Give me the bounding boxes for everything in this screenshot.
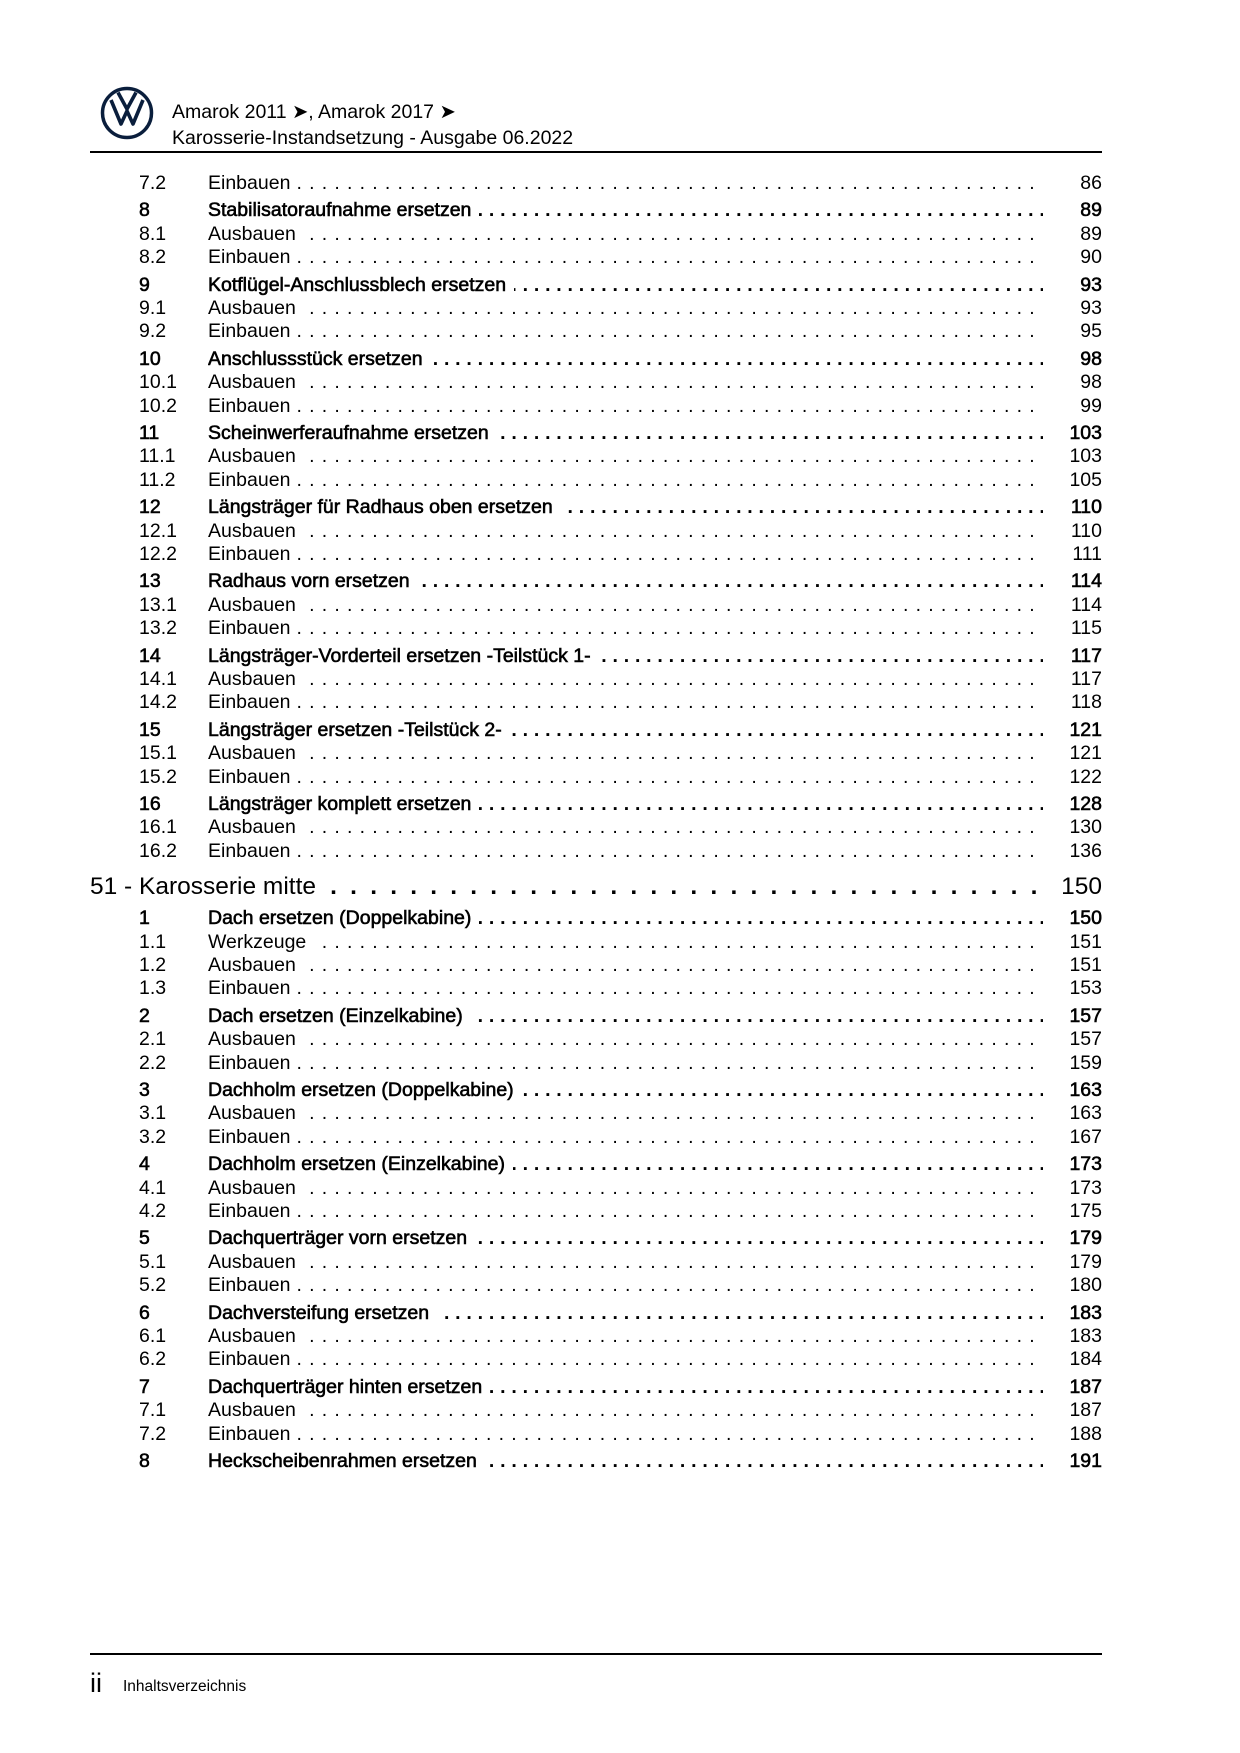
toc-entry-page: 115 — [1070, 617, 1102, 640]
toc-entry-number: 2.2 — [139, 1051, 167, 1074]
toc-subsection-row[interactable] — [0, 243, 1240, 269]
toc-section-row[interactable] — [0, 1224, 1240, 1250]
toc-subsection-row[interactable] — [0, 442, 1240, 468]
toc-subsection-row[interactable] — [0, 614, 1240, 640]
toc-entry-number: 4 — [139, 1153, 150, 1176]
toc-subsection-row[interactable] — [0, 928, 1240, 954]
toc-entry-title — [208, 1399, 1043, 1421]
toc-entry-page: 89 — [1080, 199, 1102, 222]
toc-entry-page: 187 — [1069, 1375, 1102, 1398]
toc-entry-title-text: Einbauen — [208, 1200, 298, 1222]
toc-entry-title-text: Längsträger für Radhaus oben ersetzen — [208, 496, 561, 518]
toc-entry-number: 6 — [139, 1301, 150, 1324]
toc-entry-title — [208, 543, 1043, 565]
toc-entry-number: 14.2 — [139, 691, 177, 714]
toc-entry-title — [208, 320, 1043, 342]
toc-entry-number: 8 — [139, 1450, 150, 1472]
toc-entry-page: 95 — [1080, 320, 1102, 343]
toc-entry-title — [208, 496, 1043, 518]
toc-entry-number: 1.1 — [139, 930, 167, 953]
toc-entry-title — [208, 719, 1043, 741]
toc-entry-title — [208, 348, 1043, 370]
toc-entry-title — [208, 1348, 1043, 1370]
toc-entry-title — [208, 742, 1043, 764]
page-number: ii — [90, 1668, 102, 1698]
toc-entry-title — [208, 1251, 1043, 1273]
toc-entry-title-text: Dachholm ersetzen (Einzelkabine) — [208, 1153, 513, 1175]
toc-entry-title — [208, 1126, 1043, 1148]
toc-subsection-row[interactable] — [0, 813, 1240, 839]
toc-subsection-row[interactable] — [0, 837, 1240, 863]
toc-subsection-row[interactable] — [0, 368, 1240, 394]
toc-subsection-row[interactable] — [0, 591, 1240, 617]
toc-section-row[interactable] — [0, 1373, 1240, 1399]
toc-entry-title-text: Einbauen — [208, 246, 298, 268]
toc-entry-number: 11 — [139, 422, 160, 444]
toc-entry-title-text: Radhaus vorn ersetzen — [208, 570, 418, 592]
toc-entry-page: 103 — [1069, 445, 1102, 468]
toc-entry-number: 16 — [139, 793, 161, 815]
toc-entry-title — [208, 422, 1043, 444]
toc-entry-title — [208, 668, 1043, 690]
toc-entry-number: 1.3 — [139, 977, 167, 1000]
toc-entry-title-text: Scheinwerferaufnahme ersetzen — [208, 422, 497, 444]
toc-section-row[interactable] — [0, 642, 1240, 668]
toc-entry-page: 150 — [1061, 873, 1102, 901]
toc-entry-page: 103 — [1069, 422, 1102, 444]
toc-entry-title-text: Einbauen — [208, 766, 298, 788]
toc-entry-page: 93 — [1080, 297, 1102, 319]
toc-entry-title — [208, 907, 1043, 929]
toc-entry-title — [208, 469, 1043, 491]
toc-entry-title-text: Stabilisatoraufnahme ersetzen — [208, 199, 479, 221]
toc-subsection-row[interactable] — [0, 688, 1240, 714]
toc-entry-title — [208, 1005, 1043, 1027]
toc-entry-page: 128 — [1069, 793, 1102, 815]
toc-entry-number: 11.2 — [139, 468, 176, 491]
toc-entry-title-text: Längsträger-Vorderteil ersetzen -Teilstück 1- — [208, 645, 599, 667]
toc-entry-page: 153 — [1069, 977, 1102, 1000]
toc-entry-title-text: Dachquerträger vorn ersetzen — [208, 1227, 475, 1249]
toc-entry-number: 10 — [139, 347, 161, 370]
toc-entry-page: 111 — [1072, 543, 1102, 565]
toc-entry-page: 151 — [1069, 954, 1102, 976]
toc-entry-number: 9.2 — [139, 320, 167, 343]
toc-entry-title — [208, 617, 1043, 639]
toc-entry-title-text: Ausbauen — [208, 742, 304, 764]
toc-entry-title-text: Dachholm ersetzen (Doppelkabine) — [208, 1079, 522, 1101]
toc-entry-page: 191 — [1069, 1450, 1102, 1472]
toc-entry-title — [208, 199, 1043, 221]
toc-entry-title-text: Ausbauen — [208, 520, 304, 542]
toc-section-row[interactable] — [0, 1076, 1240, 1102]
toc-section-row[interactable] — [0, 271, 1240, 297]
toc-entry-title — [208, 954, 1043, 976]
toc-entry-title-text: 51 - Karosserie mitte — [90, 873, 324, 900]
toc-entry-title-text: Ausbauen — [208, 1028, 304, 1050]
toc-subsection-row[interactable] — [0, 974, 1240, 1000]
toc-entry-number: 10.2 — [139, 394, 177, 417]
toc-entry-page: 163 — [1069, 1102, 1102, 1125]
toc-entry-title — [208, 246, 1043, 268]
toc-entry-page: 183 — [1069, 1325, 1102, 1347]
toc-entry-title-text: Ausbauen — [208, 1251, 304, 1273]
toc-entry-title-text: Ausbauen — [208, 297, 304, 319]
toc-section-row[interactable] — [0, 904, 1240, 930]
toc-subsection-row[interactable] — [0, 1322, 1240, 1348]
toc-entry-page: 175 — [1069, 1200, 1102, 1222]
toc-entry-page: 180 — [1069, 1274, 1102, 1297]
toc-entry-title — [208, 520, 1043, 542]
toc-entry-page: 118 — [1070, 691, 1102, 714]
toc-entry-title — [208, 1200, 1043, 1222]
toc-entry-page: 90 — [1080, 246, 1102, 269]
toc-entry-number: 8.1 — [139, 222, 167, 245]
toc-entry-page: 117 — [1070, 668, 1102, 690]
toc-entry-page: 151 — [1069, 930, 1102, 953]
toc-entry-number: 14.1 — [139, 668, 177, 690]
toc-entry-number: 4.2 — [139, 1200, 167, 1222]
toc-entry-title-text: Werkzeuge — [208, 931, 314, 953]
toc-entry-title-text: Längsträger komplett ersetzen — [208, 793, 479, 815]
toc-entry-title — [208, 645, 1043, 667]
toc-entry-title-text: Ausbauen — [208, 816, 304, 838]
toc-entry-title-text: Ausbauen — [208, 1102, 304, 1124]
toc-entry-number: 15.1 — [139, 742, 177, 765]
toc-entry-number: 14 — [139, 644, 161, 667]
toc-subsection-row[interactable] — [0, 317, 1240, 343]
toc-entry-number: 13.2 — [139, 617, 177, 640]
toc-entry-title — [208, 1153, 1043, 1175]
toc-entry-number: 6.1 — [139, 1325, 167, 1347]
toc-entry-title-text: Anschlussstück ersetzen — [208, 348, 431, 370]
toc-entry-page: 122 — [1069, 765, 1102, 788]
vw-logo-icon — [100, 86, 154, 140]
toc-subsection-row[interactable] — [0, 1197, 1240, 1223]
toc-entry-number: 8 — [139, 199, 150, 222]
toc-entry-page: 99 — [1080, 394, 1102, 417]
toc-entry-page: 179 — [1069, 1250, 1102, 1273]
toc-subsection-row[interactable] — [0, 1345, 1240, 1371]
toc-entry-title-text: Ausbauen — [208, 445, 304, 467]
toc-entry-title-text: Dach ersetzen (Doppelkabine) — [208, 907, 479, 929]
toc-section-row[interactable] — [0, 493, 1240, 519]
toc-entry-title-text: Ausbauen — [208, 223, 304, 245]
toc-entry-title — [208, 172, 1043, 194]
toc-entry-title — [208, 1450, 1043, 1472]
toc-entry-number: 15 — [139, 718, 161, 741]
toc-section-row[interactable] — [0, 1150, 1240, 1176]
toc-subsection-row[interactable] — [0, 951, 1240, 977]
toc-entry-title — [208, 840, 1043, 862]
toc-entry-title-text: Ausbauen — [208, 371, 304, 393]
toc-entry-title-text: Heckscheibenrahmen ersetzen — [208, 1450, 485, 1472]
toc-entry-title — [208, 223, 1043, 245]
toc-entry-number: 9.1 — [139, 297, 167, 319]
toc-entry-title — [208, 1102, 1043, 1124]
toc-entry-page: 121 — [1069, 742, 1102, 765]
toc-entry-page: 163 — [1069, 1079, 1102, 1101]
toc-section-row[interactable] — [0, 567, 1240, 593]
toc-section-row[interactable] — [0, 1447, 1240, 1473]
toc-entry-page: 89 — [1080, 222, 1102, 245]
toc-entry-title-text: Dachversteifung ersetzen — [208, 1302, 437, 1324]
toc-entry-page: 183 — [1069, 1301, 1102, 1324]
toc-entry-number: 1 — [139, 907, 150, 930]
toc-entry-title-text: Ausbauen — [208, 1177, 304, 1199]
toc-entry-number: 6.2 — [139, 1348, 167, 1371]
toc-entry-number: 3 — [139, 1079, 150, 1101]
toc-entry-number: 7.1 — [139, 1399, 167, 1422]
toc-entry-page: 110 — [1070, 519, 1102, 542]
toc-entry-page: 173 — [1069, 1176, 1102, 1199]
toc-subsection-row[interactable] — [0, 1248, 1240, 1274]
toc-entry-title — [208, 1376, 1043, 1398]
toc-entry-title-text: Längsträger ersetzen -Teilstück 2- — [208, 719, 510, 741]
toc-entry-page: 184 — [1069, 1348, 1102, 1371]
toc-entry-title — [208, 570, 1043, 592]
toc-subsection-row[interactable] — [0, 540, 1240, 566]
toc-entry-title — [208, 371, 1043, 393]
toc-subsection-row[interactable] — [0, 220, 1240, 246]
toc-entry-number: 12.1 — [139, 519, 177, 542]
toc-entry-title-text: Ausbauen — [208, 1399, 304, 1421]
toc-entry-page: 110 — [1070, 496, 1102, 519]
toc-entry-title — [208, 1177, 1043, 1199]
page-header — [0, 0, 1240, 160]
toc-section-row[interactable] — [0, 419, 1240, 445]
toc-entry-page: 179 — [1069, 1227, 1102, 1250]
toc-entry-title — [208, 931, 1043, 953]
toc-entry-title — [208, 274, 1043, 296]
header-divider — [90, 151, 1102, 153]
toc-section-row[interactable] — [0, 716, 1240, 742]
toc-entry-number: 5.2 — [139, 1274, 167, 1297]
toc-entry-number: 1.2 — [139, 954, 167, 976]
toc-entry-title — [208, 594, 1043, 616]
toc-entry-title — [208, 445, 1043, 467]
toc-entry-page: 173 — [1069, 1153, 1102, 1176]
toc-subsection-row[interactable] — [0, 294, 1240, 320]
toc-entry-page: 150 — [1069, 907, 1102, 930]
toc-entry-number: 3.2 — [139, 1125, 167, 1148]
document-subtitle: Karosserie-Instandsetzung - Ausgabe 06.2022 — [172, 127, 574, 149]
toc-entry-title — [208, 1423, 1043, 1445]
toc-entry-title-text: Kotflügel-Anschlussblech ersetzen — [208, 274, 514, 296]
toc-subsection-row[interactable] — [0, 763, 1240, 789]
toc-subsection-row[interactable] — [0, 1099, 1240, 1125]
toc-entry-title — [208, 1274, 1043, 1296]
toc-entry-number: 16.2 — [139, 839, 177, 862]
toc-entry-page: 157 — [1069, 1004, 1102, 1027]
toc-entry-number: 7.2 — [139, 172, 167, 194]
toc-entry-page: 130 — [1069, 816, 1102, 839]
document-title: Amarok 2011 ➤, Amarok 2017 ➤ — [172, 101, 456, 123]
toc-entry-title — [208, 1325, 1043, 1347]
toc-entry-title-text: Ausbauen — [208, 954, 304, 976]
toc-entry-title-text: Einbauen — [208, 977, 298, 999]
toc-subsection-row[interactable] — [0, 1025, 1240, 1051]
toc-entry-title — [208, 1302, 1043, 1324]
toc-entry-page: 86 — [1080, 172, 1102, 194]
toc-entry-title-text: Einbauen — [208, 543, 298, 565]
toc-section-row[interactable] — [0, 790, 1240, 816]
toc-entry-title-text: Einbauen — [208, 691, 298, 713]
toc-entry-title — [208, 1052, 1043, 1074]
toc-entry-number: 8.2 — [139, 246, 167, 269]
toc-entry-title-text: Ausbauen — [208, 594, 304, 616]
toc-entry-page: 167 — [1069, 1125, 1102, 1148]
toc-entry-page: 93 — [1080, 273, 1102, 296]
toc-entry-title-text: Einbauen — [208, 840, 298, 862]
toc-subsection-row[interactable] — [0, 1271, 1240, 1297]
toc-subsection-row[interactable] — [0, 665, 1240, 691]
toc-entry-title-text: Einbauen — [208, 469, 298, 491]
toc-entry-number: 2.1 — [139, 1028, 167, 1051]
footer-section-label: Inhaltsverzeichnis — [123, 1678, 247, 1695]
toc-entry-page: 114 — [1070, 593, 1102, 616]
toc-entry-number: 5.1 — [139, 1250, 167, 1273]
toc-entry-number: 4.1 — [139, 1176, 167, 1199]
toc-entry-page: 98 — [1080, 371, 1102, 394]
toc-subsection-row[interactable] — [0, 1420, 1240, 1446]
toc-entry-title-text: Einbauen — [208, 1274, 298, 1296]
toc-entry-title — [208, 1028, 1043, 1050]
toc-entry-page: 121 — [1069, 718, 1102, 741]
toc-entry-number: 13.1 — [139, 593, 177, 616]
toc-entry-number: 10.1 — [139, 371, 177, 394]
toc-subsection-row[interactable] — [0, 1049, 1240, 1075]
toc-subsection-row[interactable] — [0, 517, 1240, 543]
toc-entry-title-text: Einbauen — [208, 172, 298, 194]
toc-section-row[interactable] — [0, 345, 1240, 371]
toc-entry-title-text: Einbauen — [208, 1348, 298, 1370]
toc-entry-title — [90, 872, 1043, 902]
toc-entry-title — [208, 691, 1043, 713]
toc-entry-page: 98 — [1080, 347, 1102, 370]
toc-subsection-row[interactable] — [0, 1396, 1240, 1422]
toc-entry-page: 136 — [1069, 839, 1102, 862]
toc-entry-page: 159 — [1069, 1051, 1102, 1074]
toc-entry-number: 7.2 — [139, 1422, 167, 1445]
toc-entry-title — [208, 793, 1043, 815]
toc-entry-page: 157 — [1069, 1028, 1102, 1051]
toc-entry-title-text: Ausbauen — [208, 668, 304, 690]
toc-entry-title-text: Einbauen — [208, 1423, 298, 1445]
toc-entry-page: 117 — [1070, 644, 1102, 667]
toc-entry-number: 12.2 — [139, 543, 177, 565]
toc-entry-title-text: Einbauen — [208, 395, 298, 417]
toc-entry-page: 114 — [1070, 570, 1102, 593]
toc-subsection-row[interactable] — [0, 1123, 1240, 1149]
toc-entry-title — [208, 766, 1043, 788]
toc-section-row[interactable] — [0, 1002, 1240, 1028]
toc-entry-number: 3.1 — [139, 1102, 167, 1125]
toc-entry-number: 13 — [139, 570, 161, 593]
toc-entry-number: 16.1 — [139, 816, 177, 839]
toc-entry-number: 9 — [139, 273, 150, 296]
toc-entry-title-text: Einbauen — [208, 1126, 298, 1148]
toc-entry-title — [208, 1227, 1043, 1249]
toc-entry-number: 2 — [139, 1004, 150, 1027]
toc-entry-title — [208, 395, 1043, 417]
toc-entry-title — [208, 977, 1043, 999]
toc-subsection-row[interactable] — [0, 169, 1240, 195]
toc-entry-title-text: Dachquerträger hinten ersetzen — [208, 1376, 490, 1398]
toc-entry-number: 5 — [139, 1227, 150, 1250]
toc-entry-title-text: Ausbauen — [208, 1325, 304, 1347]
toc-entry-number: 7 — [139, 1375, 150, 1398]
toc-subsection-row[interactable] — [0, 739, 1240, 765]
toc-section-row[interactable] — [0, 196, 1240, 222]
toc-entry-number: 15.2 — [139, 765, 177, 788]
toc-entry-title-text: Einbauen — [208, 1052, 298, 1074]
toc-entry-title-text: Einbauen — [208, 320, 298, 342]
toc-entry-title-text: Dach ersetzen (Einzelkabine) — [208, 1005, 471, 1027]
toc-subsection-row[interactable] — [0, 466, 1240, 492]
toc-entry-title — [208, 816, 1043, 838]
toc-subsection-row[interactable] — [0, 392, 1240, 418]
footer-divider — [90, 1653, 1102, 1655]
toc-chapter-row[interactable] — [0, 870, 1240, 906]
toc-entry-page: 187 — [1069, 1399, 1102, 1422]
toc-entry-title-text: Einbauen — [208, 617, 298, 639]
toc-section-row[interactable] — [0, 1299, 1240, 1325]
toc-entry-title — [208, 1079, 1043, 1101]
toc-entry-page: 105 — [1069, 468, 1102, 491]
toc-subsection-row[interactable] — [0, 1174, 1240, 1200]
toc-entry-number: 11.1 — [139, 445, 176, 468]
toc-entry-page: 188 — [1069, 1422, 1102, 1445]
toc-entry-title — [208, 297, 1043, 319]
toc-entry-number: 12 — [139, 496, 161, 519]
